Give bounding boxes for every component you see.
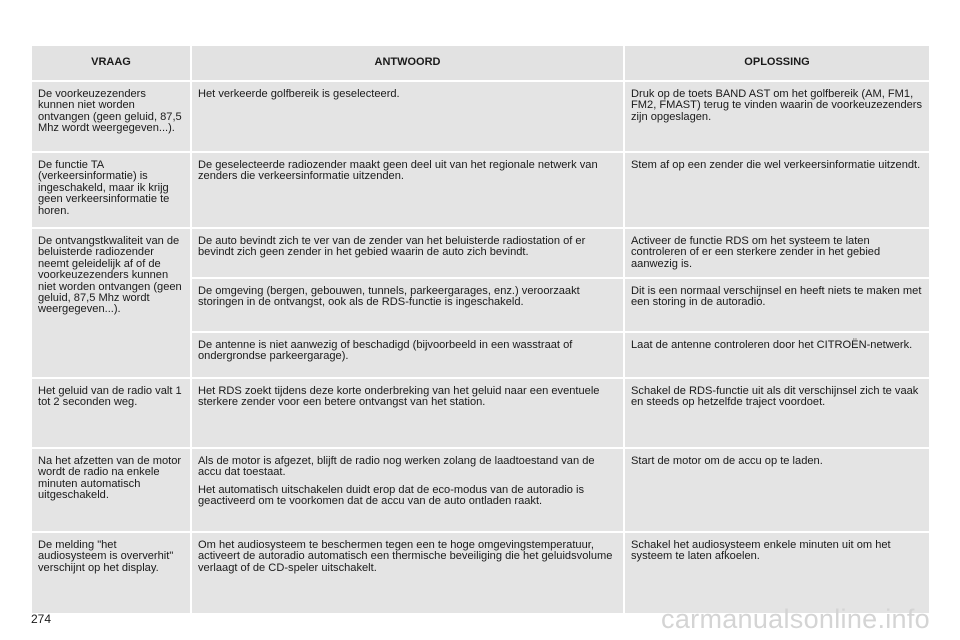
watermark-text: carmanualsonline.info	[661, 604, 930, 634]
answer-text: Het automatisch uitschakelen duidt erop dat de eco-modus van de autoradio is geactiveerd om te voorkomen dat de accu van de auto ontladen raakt.	[198, 483, 585, 508]
solution-cell: Druk op de toets BAND AST om het golfbereik (AM, FM1, FM2, FMAST) terug te vinden waarin de voorkeuzezenders zijn opgeslagen.	[625, 82, 929, 153]
solution-cell: Stem af op een zender die wel verkeersinformatie uitzendt.	[625, 153, 929, 229]
solution-cell: Laat de antenne controleren door het CITROËN-netwerk.	[625, 333, 929, 379]
header-answer: ANTWOORD	[192, 46, 623, 82]
table-row	[32, 153, 929, 229]
solution-cell: Activeer de functie RDS om het systeem te laten controleren of er een sterkere zender in het gebied aanwezig is.	[625, 229, 929, 279]
answer-text: De geselecteerde radiozender maakt geen deel uit van het regionale netwerk van zenders die verkeersinformatie uitzenden.	[198, 159, 598, 183]
answer-text: De auto bevindt zich te ver van de zender van het beluisterde radiostation of er bevindt zich geen zender in het gebied waarin de auto zich bevindt.	[198, 235, 586, 259]
solution-cell: Start de motor om de accu op te laden.	[625, 449, 929, 533]
question-cell: De voorkeuzezenders kunnen niet worden ontvangen (geen geluid, 87,5 Mhz wordt weergegeven...).	[32, 82, 190, 153]
question-cell: Na het afzetten van de motor wordt de radio na enkele minuten automatisch uitgeschakeld.	[32, 449, 190, 533]
question-cell: De melding "het audiosysteem is oververhit" verschijnt op het display.	[32, 533, 190, 615]
table-header-row	[32, 46, 929, 82]
answer-text: Als de motor is afgezet, blijft de radio nog werken zolang de laadtoestand van de accu dat toestaat.	[198, 455, 595, 479]
answer-text: De omgeving (bergen, gebouwen, tunnels, parkeergarages, enz.) veroorzaakt storingen in de ontvangst, ook als de RDS-functie is ingeschakeld.	[198, 285, 580, 309]
solution-cell: Dit is een normaal verschijnsel en heeft niets te maken met een storing in de autoradio.	[625, 279, 929, 333]
troubleshooting-table	[30, 46, 931, 615]
header-question: VRAAG	[32, 46, 190, 82]
answer-cell	[192, 229, 623, 279]
answer-cell	[192, 82, 623, 153]
question-cell: Het geluid van de radio valt 1 tot 2 seconden weg.	[32, 379, 190, 449]
question-cell: De functie TA (verkeersinformatie) is ingeschakeld, maar ik krijg geen verkeersinformatie te horen.	[32, 153, 190, 229]
answer-cell	[192, 333, 623, 379]
table-row	[32, 379, 929, 449]
table-row	[32, 449, 929, 533]
answer-text: De antenne is niet aanwezig of beschadigd (bijvoorbeeld in een wasstraat of ondergrondse parkeergarage).	[198, 339, 573, 363]
header-solution: OPLOSSING	[625, 46, 929, 82]
table-row	[32, 533, 929, 615]
table-row	[32, 229, 929, 279]
answer-text: Het RDS zoekt tijdens deze korte onderbreking van het geluid naar een eventuele sterkere zender voor een betere ontvangst van het station.	[198, 385, 600, 409]
answer-cell	[192, 279, 623, 333]
answer-text: Om het audiosysteem te beschermen tegen een te hoge omgevingstemperatuur, activeert de autoradio automatisch een thermische beveiliging die het geluidsvolume verlaagt of de CD-speler uitschakelt.	[198, 539, 613, 574]
answer-cell	[192, 379, 623, 449]
answer-cell	[192, 449, 623, 533]
answer-text: Het verkeerde golfbereik is geselecteerd.	[198, 88, 400, 100]
page-number: 274	[31, 612, 52, 626]
solution-cell: Schakel het audiosysteem enkele minuten uit om het systeem te laten afkoelen.	[625, 533, 929, 615]
question-cell: De ontvangstkwaliteit van de beluisterde radiozender neemt geleidelijk af of de voorkeuzezenders kunnen niet worden ontvangen (geen geluid, 87,5 Mhz wordt weergegeven...).	[32, 229, 190, 379]
solution-cell: Schakel de RDS-functie uit als dit verschijnsel zich te vaak en steeds op hetzelfde traject voordoet.	[625, 379, 929, 449]
table-row	[32, 82, 929, 153]
answer-cell	[192, 153, 623, 229]
answer-cell	[192, 533, 623, 615]
